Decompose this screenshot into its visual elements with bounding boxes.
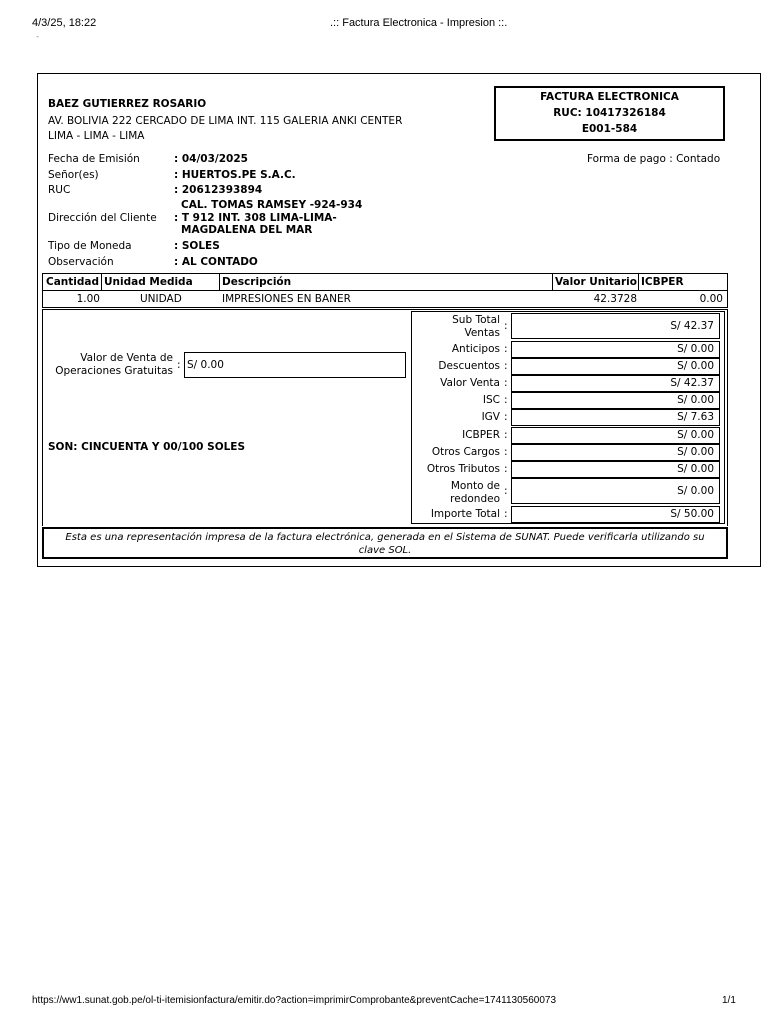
gratuitas-label-line1: Valor de Venta de xyxy=(80,352,173,364)
icbper-label: ICBPER xyxy=(462,429,500,441)
anticipos-colon: : xyxy=(504,343,508,355)
col-divider-3 xyxy=(552,273,553,290)
valor-venta-value: S/ 42.37 xyxy=(511,375,720,392)
doc-ruc: RUC: 10417326184 xyxy=(553,107,666,119)
moneda-value: : SOLES xyxy=(174,240,220,252)
gratuitas-colon: : xyxy=(177,359,181,371)
print-url: https://ww1.sunat.gob.pe/ol-ti-itemisionfactura/emitir.do?action=imprimirComprobante&preventCache=1741130560073 xyxy=(32,995,556,1006)
isc-colon: : xyxy=(504,394,508,406)
isc-value: S/ 0.00 xyxy=(511,392,720,409)
direccion-label: Dirección del Cliente xyxy=(48,212,157,224)
descuentos-colon: : xyxy=(504,360,508,372)
emisor-name: BAEZ GUTIERREZ ROSARIO xyxy=(48,98,207,110)
col-divider-2 xyxy=(219,273,220,290)
redondeo-colon: : xyxy=(504,485,508,497)
valor-venta-colon: : xyxy=(504,377,508,389)
th-unidad: Unidad Medida xyxy=(104,276,193,288)
doc-number: E001-584 xyxy=(581,123,638,135)
direccion-line2: : T 912 INT. 308 LIMA-LIMA- xyxy=(174,212,337,224)
senor-label: Señor(es) xyxy=(48,169,99,181)
print-page-number: 1/1 xyxy=(722,995,736,1006)
subtotal-value: S/ 42.37 xyxy=(511,313,720,339)
legal-note-line2: clave SOL. xyxy=(358,545,412,556)
redondeo-label-line2: redondeo xyxy=(450,493,500,505)
print-timestamp: 4/3/25, 18:22 xyxy=(32,17,97,29)
redondeo-value: S/ 0.00 xyxy=(511,478,720,504)
icbper-colon: : xyxy=(504,429,508,441)
otros-tributos-label: Otros Tributos xyxy=(426,463,500,475)
igv-label: IGV xyxy=(481,411,500,423)
legal-note xyxy=(42,527,728,559)
son-amount: SON: CINCUENTA Y 00/100 SOLES xyxy=(48,441,246,453)
moneda-label: Tipo de Moneda xyxy=(48,240,132,252)
obs-value: : AL CONTADO xyxy=(174,256,258,268)
igv-value: S/ 7.63 xyxy=(511,409,720,426)
direccion-line1: CAL. TOMAS RAMSEY -924-934 xyxy=(181,199,363,211)
doc-type: FACTURA ELECTRONICA xyxy=(540,91,679,103)
valor-venta-label: Valor Venta xyxy=(440,377,500,389)
items-table-header-divider xyxy=(42,290,728,291)
redondeo-label xyxy=(412,480,500,506)
th-cantidad: Cantidad xyxy=(46,276,100,288)
redondeo-label-line1: Monto de xyxy=(450,480,500,492)
otros-tributos-colon: : xyxy=(504,463,508,475)
emisor-city: LIMA - LIMA - LIMA xyxy=(48,130,145,142)
print-title: .:: Factura Electronica - Impresion ::. xyxy=(330,17,508,29)
icbper-value: S/ 0.00 xyxy=(511,427,720,444)
doc-type-box xyxy=(494,86,725,141)
isc-label: ISC xyxy=(482,394,500,406)
cell-unidad: UNIDAD xyxy=(140,293,182,305)
importe-total-colon: : xyxy=(504,508,508,520)
descuentos-value: S/ 0.00 xyxy=(511,358,720,375)
forma-pago: Forma de pago : Contado xyxy=(587,153,721,165)
cell-cantidad: 1.00 xyxy=(76,293,100,305)
gratuitas-label-line2: Operaciones Gratuitas xyxy=(55,365,173,377)
senor-value: : HUERTOS.PE S.A.C. xyxy=(174,169,296,181)
th-valor-unitario: Valor Unitario xyxy=(555,276,637,288)
otros-cargos-value: S/ 0.00 xyxy=(511,444,720,461)
invoice-frame-right xyxy=(760,73,761,567)
col-divider-1 xyxy=(101,273,102,290)
fecha-label: Fecha de Emisión xyxy=(48,153,140,165)
gratuitas-value: S/ 0.00 xyxy=(184,352,406,378)
importe-total-label: Importe Total xyxy=(430,508,500,520)
subtotal-colon: : xyxy=(504,320,508,332)
legal-note-line1: Esta es una representación impresa de la factura electrónica, generada en el Sistema de SUNAT. Puede verificarla utilizando su xyxy=(65,532,705,543)
th-descripcion: Descripción xyxy=(222,276,292,288)
direccion-line3: MAGDALENA DEL MAR xyxy=(181,224,313,236)
importe-total-value: S/ 50.00 xyxy=(511,506,720,523)
anticipos-label: Anticipos xyxy=(451,343,500,355)
subtotal-label-line1: Sub Total xyxy=(452,314,500,326)
obs-label: Observación xyxy=(48,256,114,268)
subtotal-label xyxy=(412,314,500,340)
emisor-address: AV. BOLIVIA 222 CERCADO DE LIMA INT. 115 GALERIA ANKI CENTER xyxy=(48,115,403,127)
otros-tributos-value: S/ 0.00 xyxy=(511,461,720,478)
fecha-value: : 04/03/2025 xyxy=(174,153,248,165)
cell-icbper: 0.00 xyxy=(699,293,723,305)
otros-cargos-label: Otros Cargos xyxy=(431,446,500,458)
cell-valor-unitario: 42.3728 xyxy=(593,293,637,305)
gratuitas-label xyxy=(40,352,173,378)
th-icbper: ICBPER xyxy=(641,276,684,288)
col-divider-4 xyxy=(638,273,639,290)
otros-cargos-colon: : xyxy=(504,446,508,458)
descuentos-label: Descuentos xyxy=(438,360,500,372)
ruc-label: RUC xyxy=(48,184,71,196)
cursor-mark-icon: ⁃ xyxy=(36,34,39,41)
cell-descripcion: IMPRESIONES EN BANER xyxy=(222,293,351,305)
anticipos-value: S/ 0.00 xyxy=(511,341,720,358)
ruc-value: : 20612393894 xyxy=(174,184,263,196)
igv-colon: : xyxy=(504,411,508,423)
subtotal-label-line2: Ventas xyxy=(464,327,500,339)
